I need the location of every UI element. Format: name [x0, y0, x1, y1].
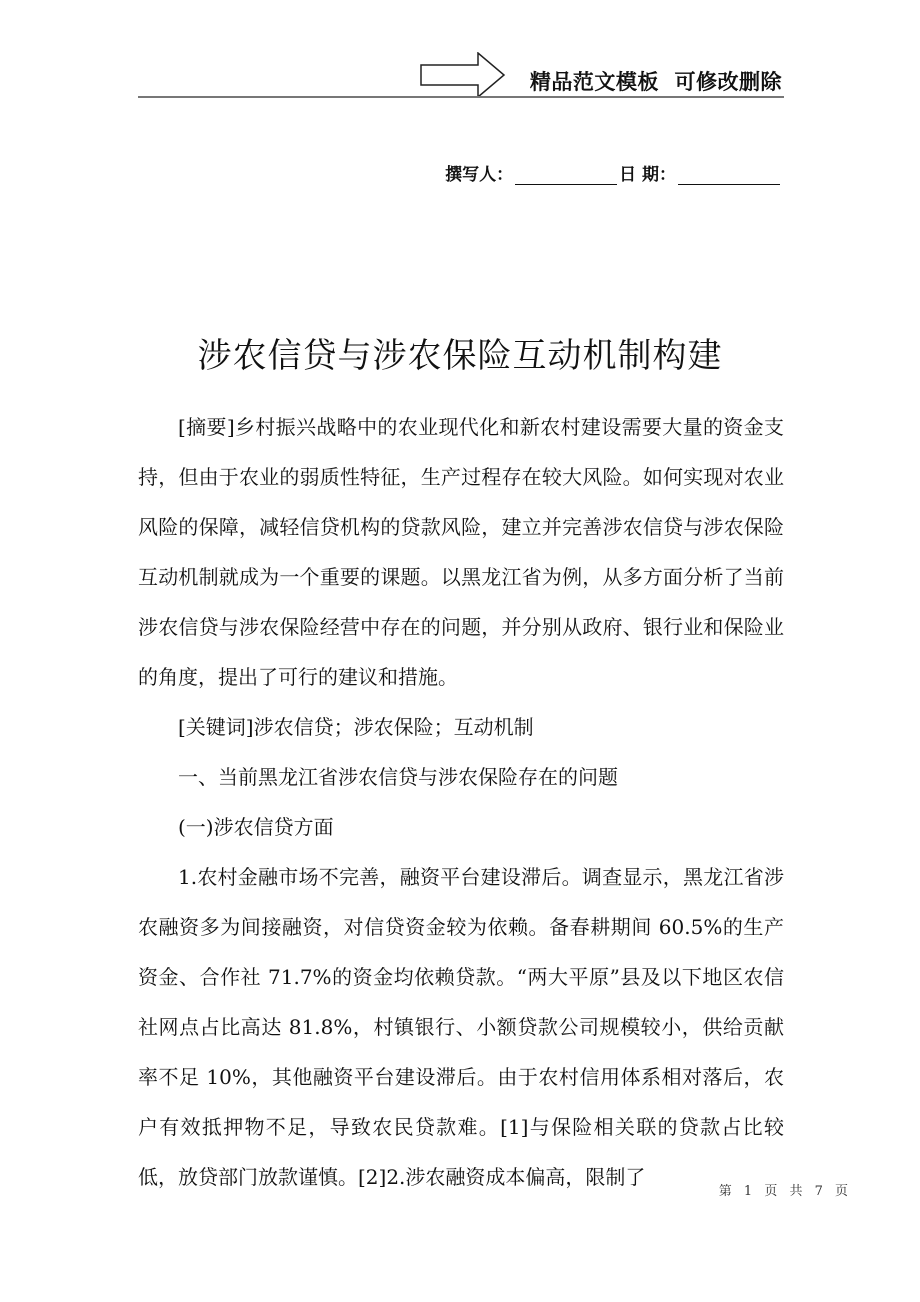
- subsection-heading: (一)涉农信贷方面: [178, 815, 334, 839]
- header-banner-text: 精品范文模板 可修改删除: [529, 70, 782, 94]
- date-label: 日 期：: [619, 165, 676, 185]
- document-body: [138, 402, 784, 1202]
- header-divider: [138, 96, 784, 98]
- date-blank-field: [678, 164, 780, 185]
- document-title: 涉农信贷与涉农保险互动机制构建: [197, 336, 723, 376]
- keywords-line: [关键词]涉农信贷；涉农保险；互动机制: [178, 715, 534, 739]
- body-paragraph: 1.农村金融市场不完善，融资平台建设滞后。调查显示，黑龙江省涉农融资多为间接融资，对信贷资金较为依赖。备春耕期间 60.5%的生产资金、合作社 71.7%的资金均依赖贷款。“两大平原”县及以下地区农信社网点占比高达 81.8%，村镇银行、小额贷款公司规模较小，供给贡献率不足 10%，其他融资平台建设滞后。由于农村信用体系相对落后，农户有效抵押物不足，导致农民贷款难。[1]与保险相关联的贷款占比较低，放贷部门放款谨慎。[2]2.涉农融资成本偏高，限制了: [138, 865, 784, 1189]
- section-heading: 一、当前黑龙江省涉农信贷与涉农保险存在的问题: [178, 765, 618, 789]
- page-header: [138, 48, 784, 98]
- author-date-line: [445, 160, 782, 185]
- page-number: 第 1 页 共 7 页: [718, 1184, 852, 1199]
- arrow-right-icon: [420, 52, 506, 98]
- author-blank-field: [515, 164, 617, 185]
- abstract-paragraph: [摘要]乡村振兴战略中的农业现代化和新农村建设需要大量的资金支持，但由于农业的弱质性特征，生产过程存在较大风险。如何实现对农业风险的保障，减轻信贷机构的贷款风险，建立并完善涉农信贷与涉农保险互动机制就成为一个重要的课题。以黑龙江省为例，从多方面分析了当前涉农信贷与涉农保险经营中存在的问题，并分别从政府、银行业和保险业的角度，提出了可行的建议和措施。: [138, 415, 784, 689]
- author-label: 撰写人：: [445, 165, 514, 185]
